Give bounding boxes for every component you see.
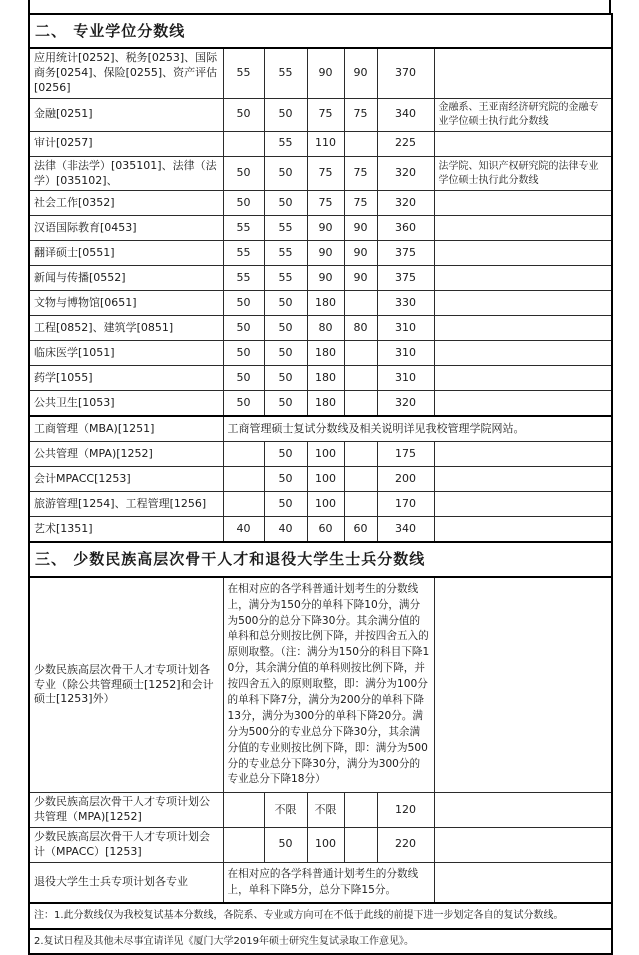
program-name-cell: 汉语国际教育[0453] — [29, 216, 223, 241]
table-row — [29, 266, 612, 291]
score-cell: 50 — [223, 291, 264, 316]
score-cell: 80 — [307, 316, 344, 341]
table-row — [29, 316, 612, 341]
score-cell: 200 — [377, 467, 434, 492]
program-name-cell: 新闻与传播[0552] — [29, 266, 223, 291]
score-cell: 340 — [377, 517, 434, 543]
score-cell: 90 — [344, 216, 377, 241]
score-cell: 75 — [307, 98, 344, 131]
program-name-cell: 退役大学生士兵专项计划各专业 — [29, 862, 223, 903]
admission-score-table — [28, 13, 613, 955]
score-cell — [344, 291, 377, 316]
table-row — [29, 241, 612, 266]
program-name-cell: 少数民族高层次骨干人才专项计划会计（MPACC）[1253] — [29, 827, 223, 862]
score-cell: 75 — [344, 156, 377, 191]
spanning-rule-cell: 在相对应的各学科普通计划考生的分数线上，单科下降5分，总分下降15分。 — [223, 862, 434, 903]
section-minority-and-veteran — [29, 542, 612, 903]
table-row — [29, 793, 612, 828]
score-cell — [344, 131, 377, 156]
score-cell: 50 — [264, 492, 307, 517]
score-cell: 100 — [307, 492, 344, 517]
section-title: 三、 少数民族高层次骨干人才和退役大学生士兵分数线 — [29, 542, 612, 576]
score-cell: 50 — [264, 467, 307, 492]
table-row — [29, 517, 612, 543]
score-cell: 175 — [377, 442, 434, 467]
score-cell: 370 — [377, 48, 434, 98]
score-cell: 340 — [377, 98, 434, 131]
program-name-cell: 审计[0257] — [29, 131, 223, 156]
score-cell: 180 — [307, 341, 344, 366]
note-cell — [434, 442, 612, 467]
score-cell: 360 — [377, 216, 434, 241]
score-cell: 55 — [264, 266, 307, 291]
score-cell: 60 — [307, 517, 344, 543]
note-cell — [434, 48, 612, 98]
score-cell: 50 — [264, 98, 307, 131]
score-cell: 55 — [264, 216, 307, 241]
score-cell: 375 — [377, 266, 434, 291]
score-cell: 180 — [307, 366, 344, 391]
section-header-row — [29, 14, 612, 48]
score-cell: 310 — [377, 366, 434, 391]
score-cell — [223, 492, 264, 517]
score-cell: 100 — [307, 442, 344, 467]
table-row — [29, 98, 612, 131]
note-cell — [434, 862, 612, 903]
program-name-cell: 社会工作[0352] — [29, 191, 223, 216]
table-row — [29, 827, 612, 862]
score-cell: 75 — [344, 191, 377, 216]
score-cell: 90 — [307, 266, 344, 291]
score-cell — [223, 793, 264, 828]
score-cell: 40 — [264, 517, 307, 543]
score-cell: 220 — [377, 827, 434, 862]
spanning-rule-cell: 在相对应的各学科普通计划考生的分数线上，满分为150分的单科下降10分，满分为500分的总分下降30分。其余满分值的单科和总分则按比例下降，并按四舍五入的原则取整。（注：满分为150分的科目下降10分，其余满分值的单科则按比例下降，并按四舍五入的原则取整，即：满分为100分的单科下降7分，满分为200分的单科下降13分，满分为300分的单科下降20分。满分为500分的专业总分下降30分，其余满分值的专业则按比例下降，即：满分为500分的专业总分下降30分，满分为300分的专业总分下降18分） — [223, 577, 434, 793]
table-row — [29, 492, 612, 517]
score-cell: 55 — [223, 241, 264, 266]
score-cell: 100 — [307, 827, 344, 862]
program-name-cell: 会计MPACC[1253] — [29, 467, 223, 492]
program-name-cell: 金融[0251] — [29, 98, 223, 131]
score-cell: 50 — [264, 341, 307, 366]
section-header-row — [29, 542, 612, 576]
score-cell: 320 — [377, 391, 434, 417]
score-cell: 50 — [223, 98, 264, 131]
score-cell: 不限 — [307, 793, 344, 828]
score-cell: 320 — [377, 156, 434, 191]
note-cell — [434, 131, 612, 156]
score-cell: 225 — [377, 131, 434, 156]
score-cell: 310 — [377, 341, 434, 366]
note-cell — [434, 366, 612, 391]
score-cell — [223, 442, 264, 467]
score-cell: 40 — [223, 517, 264, 543]
score-cell: 50 — [264, 291, 307, 316]
table-row — [29, 131, 612, 156]
score-cell: 50 — [223, 341, 264, 366]
score-cell: 55 — [264, 48, 307, 98]
program-name-cell: 公共管理（MPA)[1252] — [29, 442, 223, 467]
score-cell: 170 — [377, 492, 434, 517]
program-name-cell: 文物与博物馆[0651] — [29, 291, 223, 316]
note-cell — [434, 793, 612, 828]
score-cell — [344, 366, 377, 391]
score-cell: 55 — [223, 216, 264, 241]
program-name-cell: 法律（非法学）[035101]、法律（法学）[035102]、 — [29, 156, 223, 191]
score-cell — [344, 442, 377, 467]
note-cell — [434, 216, 612, 241]
program-name-cell: 少数民族高层次骨干人才专项计划各专业（除公共管理硕士[1252]和会计硕士[1253]外） — [29, 577, 223, 793]
note-cell — [434, 577, 612, 793]
program-name-cell: 药学[1055] — [29, 366, 223, 391]
program-name-cell: 临床医学[1051] — [29, 341, 223, 366]
table-row — [29, 156, 612, 191]
table-row — [29, 467, 612, 492]
note-cell — [434, 467, 612, 492]
score-cell: 50 — [223, 156, 264, 191]
score-cell: 120 — [377, 793, 434, 828]
score-cell: 110 — [307, 131, 344, 156]
score-cell: 50 — [264, 391, 307, 417]
table-row — [29, 391, 612, 417]
score-cell: 180 — [307, 291, 344, 316]
note-cell — [434, 241, 612, 266]
footnote-text: 2.复试日程及其他未尽事宜请详见《厦门大学2019年硕士研究生复试录取工作意见》。 — [29, 929, 612, 955]
score-cell — [223, 827, 264, 862]
score-cell: 50 — [223, 316, 264, 341]
table-row — [29, 366, 612, 391]
score-cell — [344, 793, 377, 828]
score-cell: 90 — [344, 241, 377, 266]
table-row — [29, 577, 612, 793]
table-row — [29, 341, 612, 366]
score-cell: 50 — [223, 391, 264, 417]
score-cell: 50 — [264, 316, 307, 341]
score-cell: 50 — [264, 827, 307, 862]
score-cell: 90 — [307, 241, 344, 266]
score-cell — [344, 341, 377, 366]
note-cell — [434, 827, 612, 862]
note-cell — [434, 191, 612, 216]
score-cell: 80 — [344, 316, 377, 341]
spanning-note-cell: 工商管理硕士复试分数线及相关说明详见我校管理学院网站。 — [223, 416, 612, 442]
score-cell: 75 — [344, 98, 377, 131]
note-cell — [434, 341, 612, 366]
note-cell — [434, 316, 612, 341]
score-cell: 90 — [307, 216, 344, 241]
score-cell: 55 — [264, 241, 307, 266]
table-row — [29, 291, 612, 316]
table-row — [29, 442, 612, 467]
table-top-edge — [28, 0, 611, 13]
score-cell — [344, 467, 377, 492]
note-cell — [434, 291, 612, 316]
footnote-row — [29, 903, 612, 929]
score-cell: 55 — [223, 266, 264, 291]
score-cell: 100 — [307, 467, 344, 492]
score-cell: 180 — [307, 391, 344, 417]
footnote-row — [29, 929, 612, 955]
table-row — [29, 862, 612, 903]
score-cell: 75 — [307, 156, 344, 191]
note-cell — [434, 517, 612, 543]
program-name-cell: 艺术[1351] — [29, 517, 223, 543]
program-name-cell: 工商管理（MBA)[1251] — [29, 416, 223, 442]
score-cell: 50 — [264, 191, 307, 216]
program-name-cell: 工程[0852]、建筑学[0851] — [29, 316, 223, 341]
program-name-cell: 少数民族高层次骨干人才专项计划公共管理（MPA)[1252] — [29, 793, 223, 828]
note-cell — [434, 391, 612, 417]
score-cell — [344, 391, 377, 417]
section-title: 二、 专业学位分数线 — [29, 14, 612, 48]
score-cell: 75 — [307, 191, 344, 216]
score-cell: 90 — [307, 48, 344, 98]
table-row — [29, 216, 612, 241]
score-cell: 50 — [223, 366, 264, 391]
score-cell: 55 — [264, 131, 307, 156]
score-cell — [344, 492, 377, 517]
score-cell: 310 — [377, 316, 434, 341]
score-cell: 50 — [264, 442, 307, 467]
score-cell: 90 — [344, 266, 377, 291]
score-cell: 90 — [344, 48, 377, 98]
table-row — [29, 191, 612, 216]
program-name-cell: 应用统计[0252]、税务[0253]、国际商务[0254]、保险[0255]、资产评估[0256] — [29, 48, 223, 98]
note-cell: 金融系、王亚南经济研究院的金融专业学位硕士执行此分数线 — [434, 98, 612, 131]
score-cell — [344, 827, 377, 862]
note-cell — [434, 266, 612, 291]
footnotes-section — [29, 903, 612, 954]
score-cell: 不限 — [264, 793, 307, 828]
score-cell — [223, 131, 264, 156]
score-cell: 320 — [377, 191, 434, 216]
score-cell: 55 — [223, 48, 264, 98]
note-cell: 法学院、知识产权研究院的法律专业学位硕士执行此分数线 — [434, 156, 612, 191]
score-cell: 375 — [377, 241, 434, 266]
table-row — [29, 416, 612, 442]
score-cell: 60 — [344, 517, 377, 543]
section-professional-degree — [29, 14, 612, 542]
program-name-cell: 翻译硕士[0551] — [29, 241, 223, 266]
program-name-cell: 公共卫生[1053] — [29, 391, 223, 417]
score-cell: 50 — [264, 366, 307, 391]
score-cell: 50 — [264, 156, 307, 191]
note-cell — [434, 492, 612, 517]
footnote-text: 注：1.此分数线仅为我校复试基本分数线，各院系、专业或方向可在不低于此线的前提下进一步划定各自的复试分数线。 — [29, 903, 612, 929]
score-cell: 330 — [377, 291, 434, 316]
score-cell — [223, 467, 264, 492]
program-name-cell: 旅游管理[1254]、工程管理[1256] — [29, 492, 223, 517]
table-row — [29, 48, 612, 98]
score-cell: 50 — [223, 191, 264, 216]
